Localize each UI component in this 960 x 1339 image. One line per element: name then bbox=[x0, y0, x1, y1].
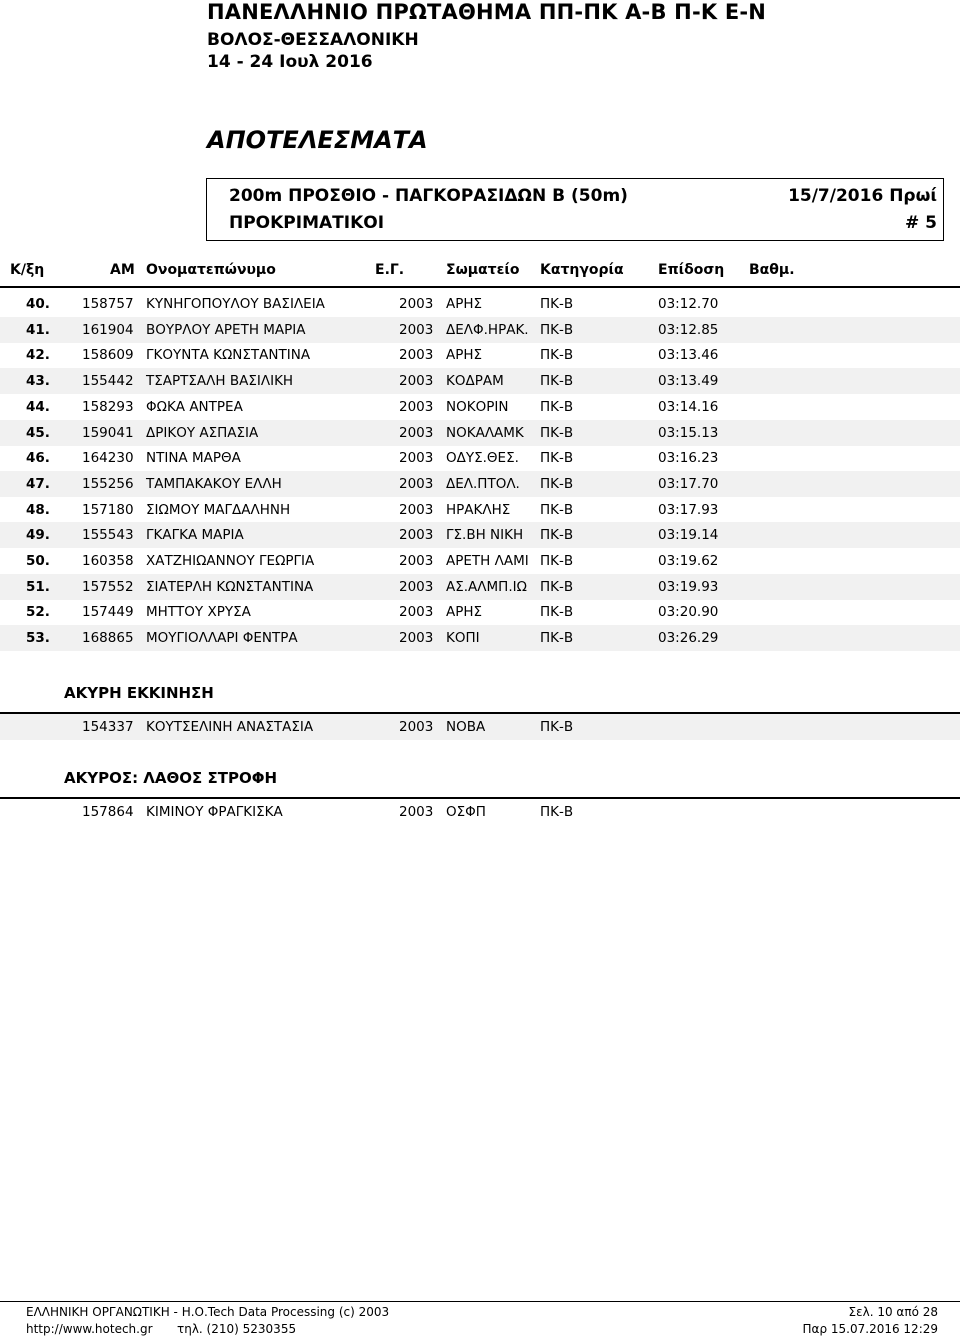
place: 46. bbox=[26, 450, 50, 467]
birth-year: 2003 bbox=[399, 630, 434, 647]
table-row bbox=[0, 599, 960, 625]
printed-timestamp: Παρ 15.07.2016 12:29 bbox=[802, 1322, 938, 1336]
table-row bbox=[0, 420, 960, 446]
athlete-name: ΧΑΤΖΗΙΩΑΝΝΟΥ ΓΕΩΡΓΙΑ bbox=[146, 553, 315, 569]
club: ΑΡΗΣ bbox=[446, 604, 483, 621]
time: 03:26.29 bbox=[658, 630, 719, 647]
place: 42. bbox=[26, 347, 50, 364]
event-date: 15/7/2016 Πρωί bbox=[788, 186, 937, 206]
birth-year: 2003 bbox=[399, 475, 434, 492]
time: 03:14.16 bbox=[658, 398, 719, 415]
invalid-turn-title: ΑΚΥΡΟΣ: ΛΑΘΟΣ ΣΤΡΟΦΗ bbox=[64, 769, 278, 787]
athlete-name: ΤΑΜΠΑΚΑΚΟΥ ΕΛΛΗ bbox=[146, 475, 282, 492]
footer-credit: ΕΛΛΗΝΙΚΗ ΟΡΓΑΝΩΤΙΚΗ - Η.Ο.Tech Data Processing (c) 2003 bbox=[26, 1305, 390, 1319]
club: ΔΕΛΦ.ΗΡΑΚ. bbox=[446, 321, 529, 338]
place: 48. bbox=[26, 501, 50, 518]
birth-year: 2003 bbox=[399, 424, 434, 441]
time: 03:19.62 bbox=[658, 553, 719, 569]
birth-year: 2003 bbox=[399, 373, 434, 390]
table-row bbox=[0, 497, 960, 523]
am: 157449 bbox=[82, 604, 134, 621]
time: 03:20.90 bbox=[658, 604, 719, 621]
athlete-name: ΦΩΚΑ ΑΝΤΡΕΑ bbox=[146, 398, 243, 415]
athlete-name: ΜΗΤΤΟΥ ΧΡΥΣΑ bbox=[146, 604, 251, 621]
club: ΗΡΑΚΛΗΣ bbox=[446, 501, 511, 518]
col-category: Κατηγορία bbox=[540, 262, 624, 278]
athlete-name: ΚΥΝΗΓΟΠΟΥΛΟΥ ΒΑΣΙΛΕΙΑ bbox=[146, 296, 325, 312]
am: 164230 bbox=[82, 450, 134, 467]
category: ΠΚ-Β bbox=[540, 501, 574, 518]
place: 51. bbox=[26, 578, 50, 595]
club: ΑΣ.ΑΛΜΠ.ΙΩ bbox=[446, 578, 527, 595]
table-row bbox=[0, 368, 960, 394]
place: 44. bbox=[26, 398, 50, 415]
birth-year: 2003 bbox=[399, 501, 434, 518]
place: 40. bbox=[26, 296, 50, 312]
athlete-name: ΓΚΟΥΝΤΑ ΚΩΝΣΤΑΝΤΙΝΑ bbox=[146, 347, 311, 364]
club: ΑΡΕΤΗ ΛΑΜΙ bbox=[446, 553, 529, 569]
athlete-name: ΚΟΥΤΣΕΛΙΝΗ ΑΝΑΣΤΑΣΙΑ bbox=[146, 719, 314, 735]
am: 155256 bbox=[82, 475, 134, 492]
column-header-row bbox=[0, 262, 960, 284]
birth-year: 2003 bbox=[399, 347, 434, 364]
category: ΠΚ-Β bbox=[540, 373, 574, 390]
category: ΠΚ-Β bbox=[540, 347, 574, 364]
athlete-name: ΤΣΑΡΤΣΑΛΗ ΒΑΣΙΛΙΚΗ bbox=[146, 373, 294, 390]
birth-year: 2003 bbox=[399, 450, 434, 467]
category: ΠΚ-Β bbox=[540, 296, 574, 312]
am: 158757 bbox=[82, 296, 134, 312]
club: ΝΟΚΟΡΙΝ bbox=[446, 398, 509, 415]
time: 03:15.13 bbox=[658, 424, 719, 441]
place: 43. bbox=[26, 373, 50, 390]
birth-year: 2003 bbox=[399, 604, 434, 621]
athlete-name: ΒΟΥΡΛΟΥ ΑΡΕΤΗ ΜΑΡΙΑ bbox=[146, 321, 306, 338]
championship-title: ΠΑΝΕΛΛΗΝΙΟ ΠΡΩΤΑΘΗΜΑ ΠΠ-ΠΚ Α-Β Π-Κ Ε-Ν bbox=[207, 0, 767, 24]
category: ΠΚ-Β bbox=[540, 527, 574, 544]
place: 50. bbox=[26, 553, 50, 569]
category: ΠΚ-Β bbox=[540, 450, 574, 467]
table-row bbox=[0, 548, 960, 574]
am: 157864 bbox=[82, 804, 134, 820]
table-row bbox=[0, 394, 960, 420]
birth-year: 2003 bbox=[399, 804, 434, 820]
table-row bbox=[0, 714, 960, 740]
category: ΠΚ-Β bbox=[540, 321, 574, 338]
footer-divider bbox=[0, 1301, 960, 1302]
birth-year: 2003 bbox=[399, 578, 434, 595]
time: 03:12.70 bbox=[658, 296, 719, 312]
am: 154337 bbox=[82, 719, 134, 735]
birth-year: 2003 bbox=[399, 553, 434, 569]
category: ΠΚ-Β bbox=[540, 578, 574, 595]
athlete-name: ΣΙΩΜΟΥ ΜΑΓΔΑΛΗΝΗ bbox=[146, 501, 291, 518]
time: 03:13.49 bbox=[658, 373, 719, 390]
am: 158609 bbox=[82, 347, 134, 364]
category: ΠΚ-Β bbox=[540, 604, 574, 621]
table-row bbox=[0, 522, 960, 548]
club: ΝΟΚΑΛΑΜΚ bbox=[446, 424, 524, 441]
table-row bbox=[0, 317, 960, 343]
club: ΚΟΠΙ bbox=[446, 630, 480, 647]
event-number: # 5 bbox=[905, 213, 937, 233]
footer-website: http://www.hotech.gr bbox=[26, 1322, 153, 1336]
location: ΒΟΛΟΣ-ΘΕΣΣΑΛΟΝΙΚΗ bbox=[207, 30, 419, 50]
place: 49. bbox=[26, 527, 50, 544]
table-row bbox=[0, 342, 960, 368]
table-row bbox=[0, 574, 960, 600]
place: 52. bbox=[26, 604, 50, 621]
time: 03:12.85 bbox=[658, 321, 719, 338]
birth-year: 2003 bbox=[399, 321, 434, 338]
birth-year: 2003 bbox=[399, 296, 434, 312]
club: ΔΕΛ.ΠΤΟΛ. bbox=[446, 475, 520, 492]
time: 03:19.14 bbox=[658, 527, 719, 544]
athlete-name: ΚΙΜΙΝΟΥ ΦΡΑΓΚΙΣΚΑ bbox=[146, 804, 283, 820]
category: ΠΚ-Β bbox=[540, 553, 574, 569]
athlete-name: ΣΙΑΤΕΡΛΗ ΚΩΝΣΤΑΝΤΙΝΑ bbox=[146, 578, 314, 595]
category: ΠΚ-Β bbox=[540, 398, 574, 415]
club: ΑΡΗΣ bbox=[446, 347, 483, 364]
col-time: Επίδοση bbox=[658, 262, 725, 278]
col-club: Σωματείο bbox=[446, 262, 520, 278]
birth-year: 2003 bbox=[399, 398, 434, 415]
club: ΟΣΦΠ bbox=[446, 804, 486, 820]
invalid-start-title: ΑΚΥΡΗ ΕΚΚΙΝΗΣΗ bbox=[64, 684, 214, 702]
athlete-name: ΔΡΙΚΟΥ ΑΣΠΑΣΙΑ bbox=[146, 424, 259, 441]
club: ΑΡΗΣ bbox=[446, 296, 483, 312]
time: 03:16.23 bbox=[658, 450, 719, 467]
club: ΝΟΒΑ bbox=[446, 719, 486, 735]
event-name: 200m ΠΡΟΣΘΙΟ - ΠΑΓΚΟΡΑΣΙΔΩΝ Β (50m) bbox=[229, 186, 628, 206]
place: 45. bbox=[26, 424, 50, 441]
header-divider bbox=[0, 286, 960, 288]
place: 53. bbox=[26, 630, 50, 647]
category: ΠΚ-Β bbox=[540, 719, 574, 735]
table-row bbox=[0, 625, 960, 651]
am: 161904 bbox=[82, 321, 134, 338]
category: ΠΚ-Β bbox=[540, 475, 574, 492]
time: 03:19.93 bbox=[658, 578, 719, 595]
am: 155543 bbox=[82, 527, 134, 544]
birth-year: 2003 bbox=[399, 527, 434, 544]
birth-year: 2003 bbox=[399, 719, 434, 735]
am: 158293 bbox=[82, 398, 134, 415]
table-row bbox=[0, 291, 960, 317]
dates: 14 - 24 Ιουλ 2016 bbox=[207, 52, 373, 72]
time: 03:17.93 bbox=[658, 501, 719, 518]
col-am: ΑΜ bbox=[110, 262, 135, 278]
place: 47. bbox=[26, 475, 50, 492]
club: ΚΟΔΡΑΜ bbox=[446, 373, 504, 390]
results-title: ΑΠΟΤΕΛΕΣΜΑΤΑ bbox=[207, 126, 428, 154]
club: ΟΔΥΣ.ΘΕΣ. bbox=[446, 450, 519, 467]
table-row bbox=[0, 471, 960, 497]
club: ΓΣ.ΒΗ ΝΙΚΗ bbox=[446, 527, 524, 544]
athlete-name: ΓΚΑΓΚΑ ΜΑΡΙΑ bbox=[146, 527, 244, 544]
col-place: Κ/ξη bbox=[10, 262, 45, 278]
athlete-name: ΝΤΙΝΑ ΜΑΡΘΑ bbox=[146, 450, 241, 467]
category: ΠΚ-Β bbox=[540, 424, 574, 441]
am: 157552 bbox=[82, 578, 134, 595]
col-points: Βαθμ. bbox=[749, 262, 795, 278]
table-row bbox=[0, 799, 960, 825]
am: 168865 bbox=[82, 630, 134, 647]
time: 03:17.70 bbox=[658, 475, 719, 492]
col-year: Ε.Γ. bbox=[375, 262, 405, 278]
event-box bbox=[206, 178, 944, 241]
category: ΠΚ-Β bbox=[540, 630, 574, 647]
place: 41. bbox=[26, 321, 50, 338]
am: 160358 bbox=[82, 553, 134, 569]
footer-phone: τηλ. (210) 5230355 bbox=[177, 1322, 297, 1336]
col-name: Ονοματεπώνυμο bbox=[146, 262, 276, 278]
category: ΠΚ-Β bbox=[540, 804, 574, 820]
time: 03:13.46 bbox=[658, 347, 719, 364]
am: 157180 bbox=[82, 501, 134, 518]
am: 155442 bbox=[82, 373, 134, 390]
am: 159041 bbox=[82, 424, 134, 441]
table-row bbox=[0, 445, 960, 471]
page-number: Σελ. 10 από 28 bbox=[848, 1305, 938, 1319]
athlete-name: ΜΟΥΓΙΟΛΛΑΡΙ ΦΕΝΤΡΑ bbox=[146, 630, 298, 647]
event-round: ΠΡΟΚΡΙΜΑΤΙΚΟΙ bbox=[229, 213, 385, 233]
